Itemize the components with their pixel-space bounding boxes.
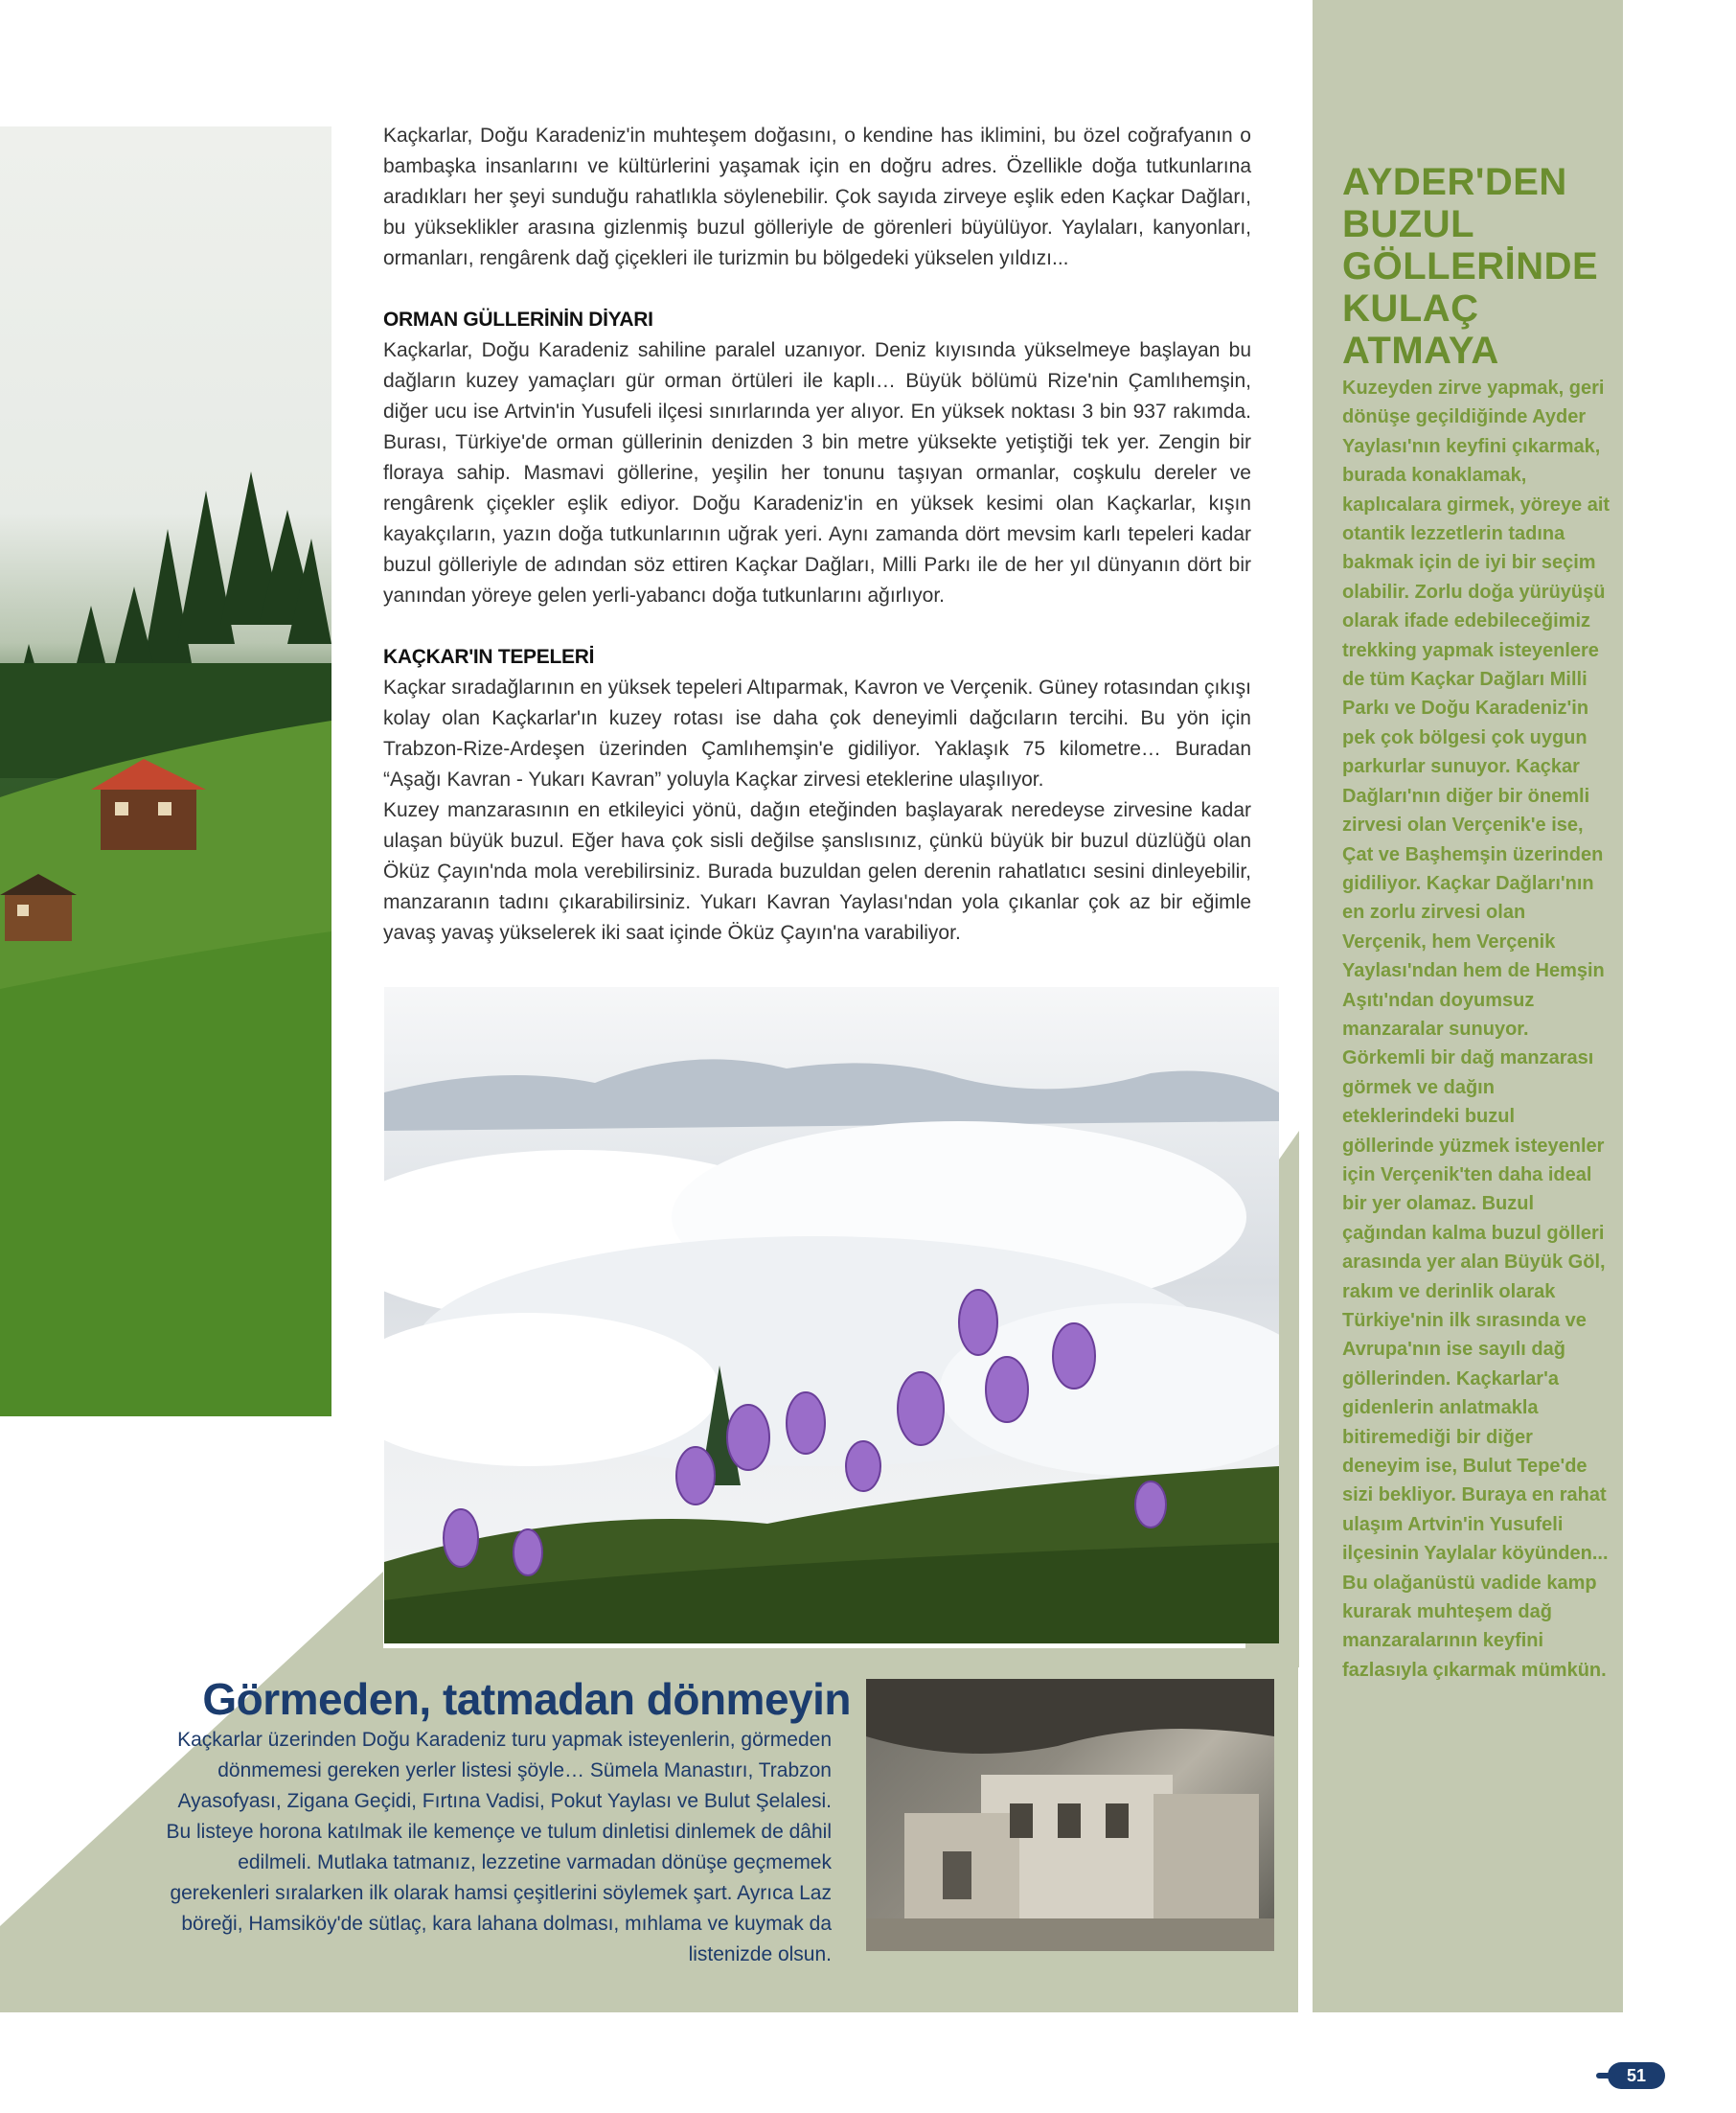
sidebar-body: Kuzeyden zirve yapmak, geri dönüşe geçildiğinde Ayder Yaylası'nın keyfini çıkarmak, burada konaklamak, kaplıcalara girmek, yöreye ait otantik lezzetlerin tadına bakmak için de iyi bir seçim olabilir. Zorlu doğa yürüyüşü olarak ifade edebileceğimiz trekking yapmak isteyenlere de tüm Kaçkar Dağları Milli Parkı ve Doğu Karadeniz'in pek çok bölgesi çok uygun parkurlar sunuyor. Kaçkar Dağları'nın diğer bir önemli zirvesi olan Verçenik'e ise, Çat ve Başhemşin üzerinden gidiliyor. Kaçkar Dağları'nın en zorlu zirvesi olan Verçenik, hem Verçenik Yaylası'ndan hem de Hemşin Aşıtı'ndan doyumsuz manzaralar sunuyor. Görkemli bir dağ manzarası görmek ve dağın eteklerindeki buzul göllerinde yüzmek isteyenler için Verçenik'ten daha ideal bir yer olamaz. Buzul çağından kalma buzul gölleri arasında yer alan Büyük Göl, rakım ve derinlik olarak Türkiye'nin ilk sırasında ve Avrupa'nın ise sayılı dağ göllerinden. Kaçkarlar'a gidenlerin anlatmakla bitiremediği bir diğer deneyim ise, Bulut Tepe'de sizi bekliyor. Buraya en rahat ulaşım Artvin'in Yusufeli ilçesinin Yaylalar köyünden... Bu olağanüstü vadide kamp kurarak muhteşem dağ manzaralarının keyfini fazlasıyla çıkarmak mümkün. [1342, 378, 1610, 1681]
section-kackar-tepeleri-text-2: Kuzey manzarasının en etkileyici yönü, dağın eteğinden başlayarak neredeyse zirvesine kadar ulaşan büyük buzul. Eğer hava çok sisli değilse şanslısınız, çünkü büyük bir buzul düzlüğü olan Öküz Çayın'nda mola verebilirsiniz. Burada buzuldan gelen derenin rahatlatıcı sesini dinleyebilir, manzaranın tadını çıkarabilirsiniz. Yukarı Kavran Yaylası'ndan yola çıkanlar çok az bir eğimle yavaş yavaş yükselerek iki saat içinde Öküz Çayın'na varabiliyor. [383, 799, 1251, 944]
intro-paragraph: Kaçkarlar, Doğu Karadeniz'in muhteşem doğasını, o kendine has iklimini, bu özel coğrafyanın o bambaşka insanlarını ve kültürlerini yaşamak için en doğru adres. Özellikle doğa tutkunlarına aradıkları her şeyi sunduğu rahatlıkla söylenebilir. Çok sayıda zirveye eşlik eden Kaçkar Dağları, bu yükseklikler arasına gizlenmiş buzul gölleriyle de görenleri büyülüyor. Yaylaları, kanyonları, ormanları, rengârenk dağ çiçekleri ile turizmin bu bölgedeki yükselen yıldızı... [383, 125, 1251, 269]
bottom-section-text: Kaçkarlar üzerinden Doğu Karadeniz turu yapmak isteyenlerin, görmeden dönmemesi gereken yerler listesi şöyle… Sümela Manastırı, Trabzon Ayasofyası, Zigana Geçidi, Fırtına Vadisi, Pokut Yaylası ve Bulut Şelalesi. Bu listeye horona katılmak ile kemençe ve tulum dinletisi dinlemek de dâhil edilmeli. Mutlaka tatmanız, lezzetine varmadan dönüşe geçmemek gerekenleri sıralarken ilk olarak hamsi çeşitlerini söylemek şart. Ayrıca Laz böreği, Hamsiköy'de sütlaç, kara lahana dolması, mıhlama ve kuymak da listenizde olsun. [166, 1729, 832, 1965]
article-main-column [383, 121, 1251, 949]
section-orman-gulleri-text: Kaçkarlar, Doğu Karadeniz sahiline paralel uzanıyor. Deniz kıyısında yükselmeye başlayan bu dağların kuzey yamaçları gür orman örtüleri ile kaplı… Büyük bölümü Rize'nin Çamlıhemşin, diğer ucu ise Artvin'in Yusufeli ilçesi sınırlarında yer alıyor. En yüksek noktası 3 bin 937 rakımda. Burası, Türkiye'de orman güllerinin denizden 3 bin metre yüksekte yetiştiği tek yer. Zengin bir floraya sahip. Masmavi göllerine, yeşilin her tonunu taşıyan ormanlar, coşkulu dereler ve rengârenk çiçekler eşlik ediyor. Doğu Karadeniz'in en yüksek kesimi olan Kaçkarlar, kışın kayakçıların, yazın doğa tutkunlarının uğrak yeri. Aynı zamanda dört mevsim karlı tepeleri kadar buzul gölleriyle de adından söz ettiren Kaçkar Dağları, Milli Parkı ile de her yıl dünyanın dört bir yanından yöreye gelen yerli-yabancı doğa tutkunlarını ağırlıyor. [383, 339, 1251, 607]
section-heading-orman-gulleri: ORMAN GÜLLERİNİN DİYARI [383, 309, 653, 331]
sidebar-title: AYDER'DEN BUZUL GÖLLERİNDE KULAÇ ATMAYA [1342, 161, 1599, 372]
hillside-photo [0, 126, 331, 1416]
section-heading-kackar-tepeleri: KAÇKAR'IN TEPELERİ [383, 646, 595, 668]
monastery-photo [866, 1679, 1274, 1951]
crocus-flowers-photo [384, 987, 1279, 1643]
bottom-section-title: Görmeden, tatmadan dönmeyin [202, 1674, 851, 1724]
page-number: 51 [1608, 2062, 1665, 2089]
section-kackar-tepeleri-text-1: Kaçkar sıradağlarının en yüksek tepeleri Altıparmak, Kavron ve Verçenik. Güney rotasından çıkışı kolay olan Kaçkarlar'ın kuzey rotası ise daha çok deneyimli dağcıların tercihi. Bu yön için Trabzon-Rize-Ardeşen üzerinden Çamlıhemşin'e gidiliyor. Yaklaşık 75 kilometre… Buradan “Aşağı Kavran - Yukarı Kavran” yoluyla Kaçkar zirvesi eteklerine ulaşılıyor. [383, 677, 1251, 791]
